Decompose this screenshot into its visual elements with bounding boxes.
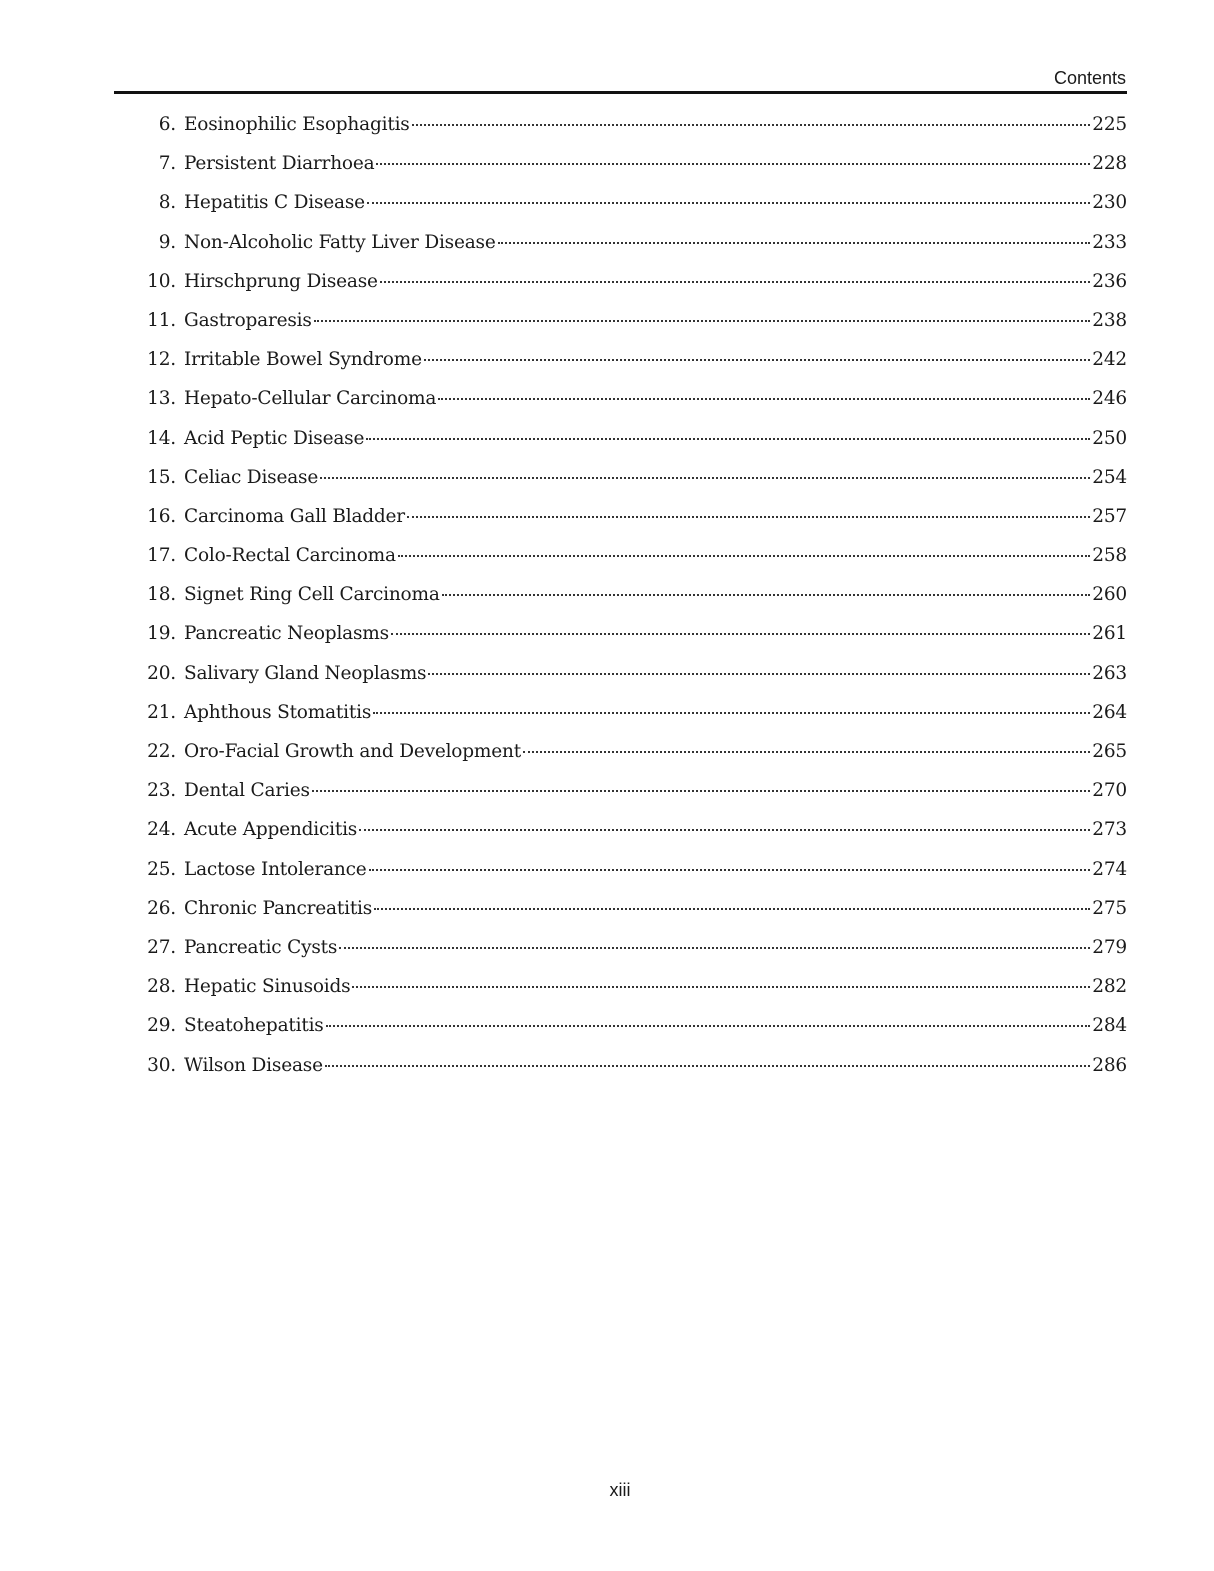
toc-entry-title: Lactose Intolerance	[184, 858, 367, 880]
toc-entry[interactable]	[140, 967, 1127, 1006]
running-head: Contents	[1053, 68, 1126, 88]
dot-leader	[352, 986, 1090, 988]
toc-entry-title: Pancreatic Cysts	[184, 936, 338, 958]
toc-entry-page: 282	[1092, 976, 1127, 998]
toc-entry-number: 27.	[147, 936, 176, 958]
toc-entry-page: 228	[1092, 153, 1127, 175]
toc-entry-page: 257	[1092, 505, 1127, 527]
toc-entry-title: Carcinoma Gall Bladder	[184, 505, 405, 527]
toc-entry-number: 23.	[147, 780, 176, 802]
dot-leader	[320, 477, 1090, 479]
toc-entry[interactable]	[140, 419, 1127, 458]
toc-entry-number: 18.	[147, 584, 176, 606]
toc-entry-page: 263	[1092, 662, 1127, 684]
toc-entry-page: 225	[1092, 114, 1127, 135]
dot-leader	[312, 790, 1091, 792]
toc-entry-number: 21.	[147, 701, 176, 723]
toc-entry[interactable]	[140, 536, 1127, 575]
toc-entry-number: 16.	[147, 505, 176, 527]
toc-entry[interactable]	[140, 928, 1127, 967]
toc-entry-page: 238	[1092, 309, 1127, 331]
toc-entry-title: Eosinophilic Esophagitis	[184, 114, 410, 135]
toc-entry-page: 279	[1092, 936, 1127, 958]
dot-leader	[391, 633, 1090, 635]
toc-entry-title: Salivary Gland Neoplasms	[184, 662, 427, 684]
toc-entry-number: 9.	[158, 231, 176, 253]
toc-entry-number: 30.	[147, 1054, 176, 1076]
toc-entry-title: Gastroparesis	[184, 309, 312, 331]
toc-entry-number: 20.	[147, 662, 176, 684]
toc-entry-page: 242	[1092, 349, 1127, 371]
toc-entry-title: Irritable Bowel Syndrome	[184, 349, 422, 371]
toc-entry[interactable]	[140, 693, 1127, 732]
toc-entry-number: 7.	[158, 153, 176, 175]
toc-entry-title: Wilson Disease	[184, 1054, 323, 1076]
toc-entry-title: Signet Ring Cell Carcinoma	[184, 584, 440, 606]
toc-entry-page: 284	[1092, 1015, 1127, 1037]
dot-leader	[325, 1065, 1090, 1067]
toc-entry-number: 6.	[158, 114, 176, 135]
toc-entry-number: 12.	[147, 349, 176, 371]
toc-entry-number: 29.	[147, 1015, 176, 1037]
toc-entry[interactable]	[140, 654, 1127, 693]
toc-entry-title: Hepatic Sinusoids	[184, 976, 351, 998]
toc-entry[interactable]	[140, 575, 1127, 614]
toc-entry-page: 265	[1092, 741, 1127, 762]
toc-entry[interactable]	[140, 497, 1127, 536]
toc-entry-page: 254	[1092, 466, 1127, 488]
toc-entry-number: 15.	[147, 466, 176, 488]
dot-leader	[326, 1025, 1091, 1027]
dot-leader	[424, 359, 1090, 361]
toc-entry-title: Steatohepatitis	[184, 1015, 324, 1037]
toc-entry-number: 8.	[158, 192, 176, 214]
toc-entry-title: Acid Peptic Disease	[184, 427, 365, 449]
dot-leader	[373, 712, 1090, 714]
toc-entry[interactable]	[140, 262, 1127, 301]
dot-leader	[366, 438, 1090, 440]
toc-entry-page: 246	[1092, 388, 1127, 410]
dot-leader	[314, 320, 1091, 322]
toc-entry-number: 14.	[147, 427, 176, 449]
toc-entry-page: 261	[1092, 623, 1127, 645]
toc-entry-title: Pancreatic Neoplasms	[184, 623, 389, 645]
dot-leader	[374, 908, 1090, 910]
dot-leader	[442, 594, 1091, 596]
toc-entry[interactable]	[140, 889, 1127, 928]
table-of-contents	[140, 105, 1127, 1085]
toc-entry[interactable]	[140, 850, 1127, 889]
toc-entry-page: 286	[1092, 1054, 1127, 1076]
toc-entry-title: Dental Caries	[184, 780, 310, 802]
toc-entry-page: 236	[1092, 270, 1127, 292]
dot-leader	[428, 673, 1090, 675]
dot-leader	[376, 163, 1090, 165]
toc-entry-number: 17.	[147, 545, 176, 567]
toc-entry[interactable]	[140, 810, 1127, 849]
toc-entry-page: 233	[1092, 231, 1127, 253]
toc-entry-title: Hirschprung Disease	[184, 270, 378, 292]
toc-entry-number: 19.	[147, 623, 176, 645]
toc-entry[interactable]	[140, 223, 1127, 262]
dot-leader	[359, 829, 1090, 831]
toc-entry[interactable]	[140, 183, 1127, 222]
toc-entry-number: 24.	[147, 819, 176, 841]
toc-entry-number: 26.	[147, 897, 176, 919]
toc-entry[interactable]	[140, 1006, 1127, 1045]
toc-entry[interactable]	[140, 105, 1127, 144]
toc-entry-title: Hepato-Cellular Carcinoma	[184, 388, 437, 410]
toc-entry[interactable]	[140, 614, 1127, 653]
dot-leader	[438, 398, 1090, 400]
toc-entry[interactable]	[140, 379, 1127, 418]
toc-entry-title: Acute Appendicitis	[184, 819, 358, 841]
toc-entry-title: Chronic Pancreatitis	[184, 897, 373, 919]
header-rule	[114, 91, 1127, 94]
dot-leader	[412, 124, 1091, 126]
toc-entry-page: 275	[1092, 897, 1127, 919]
dot-leader	[367, 202, 1090, 204]
toc-entry-page: 264	[1092, 701, 1127, 723]
dot-leader	[407, 516, 1090, 518]
toc-entry-title: Hepatitis C Disease	[184, 192, 365, 214]
toc-entry[interactable]	[140, 771, 1127, 810]
toc-entry-number: 25.	[147, 858, 176, 880]
toc-entry-title: Celiac Disease	[184, 466, 319, 488]
toc-entry-number: 11.	[147, 309, 176, 331]
dot-leader	[339, 947, 1090, 949]
toc-entry-page: 270	[1092, 780, 1127, 802]
toc-entry-title: Oro-Facial Growth and Development	[184, 741, 521, 762]
dot-leader	[523, 751, 1090, 753]
toc-entry[interactable]	[140, 732, 1127, 771]
toc-entry-title: Colo-Rectal Carcinoma	[184, 545, 396, 567]
toc-entry[interactable]	[140, 458, 1127, 497]
toc-entry-number: 13.	[147, 388, 176, 410]
toc-entry[interactable]	[140, 144, 1127, 183]
dot-leader	[369, 869, 1091, 871]
toc-entry-number: 10.	[147, 270, 176, 292]
dot-leader	[498, 242, 1091, 244]
toc-entry-number: 22.	[147, 741, 176, 762]
toc-entry-page: 258	[1092, 545, 1127, 567]
toc-entry-page: 274	[1092, 858, 1127, 880]
toc-entry-title: Persistent Diarrhoea	[184, 153, 375, 175]
toc-entry-page: 260	[1092, 584, 1127, 606]
toc-entry-number: 28.	[147, 976, 176, 998]
toc-entry-page: 273	[1092, 819, 1127, 841]
toc-entry-page: 250	[1092, 427, 1127, 449]
toc-entry-page: 230	[1092, 192, 1127, 214]
toc-entry[interactable]	[140, 340, 1127, 379]
toc-entry[interactable]	[140, 301, 1127, 340]
toc-entry[interactable]	[140, 1046, 1127, 1085]
toc-entry-title: Aphthous Stomatitis	[184, 701, 372, 723]
dot-leader	[398, 555, 1090, 557]
page-number: xiii	[609, 1480, 631, 1500]
toc-entry-title: Non-Alcoholic Fatty Liver Disease	[184, 231, 496, 253]
dot-leader	[380, 281, 1091, 283]
